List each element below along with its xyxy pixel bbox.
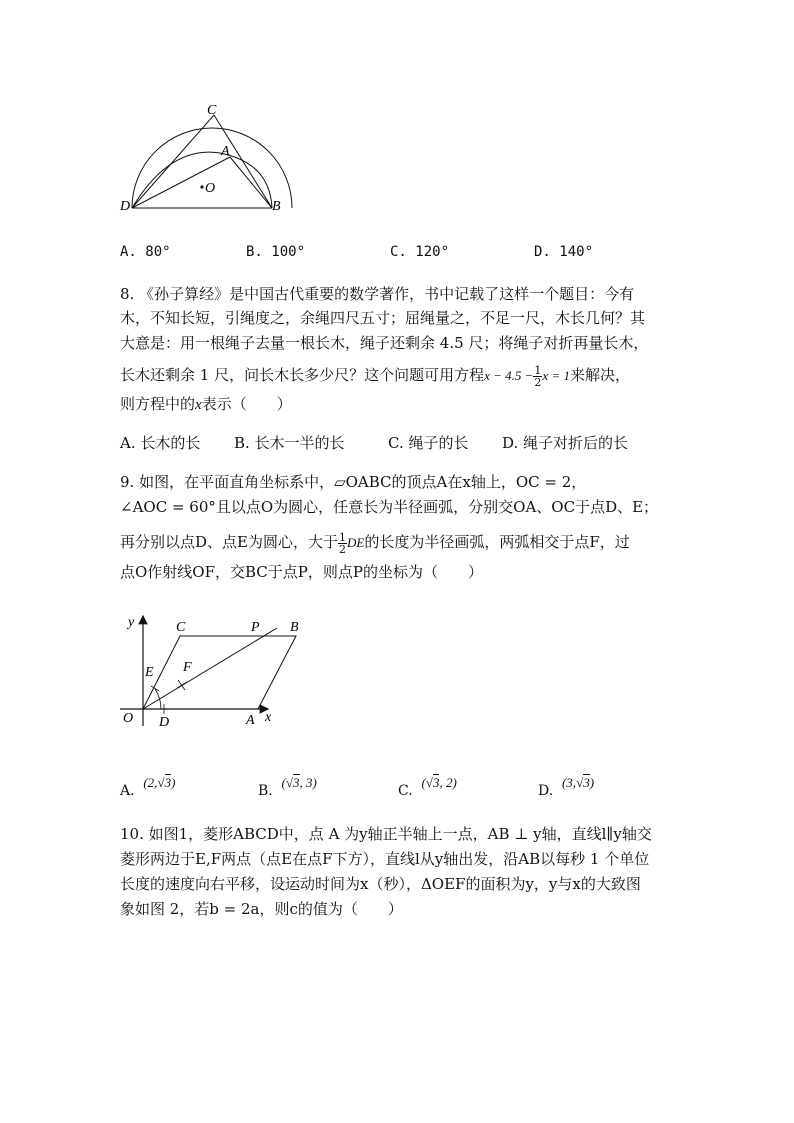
q9-option-d-post: ) — [589, 775, 595, 790]
q9-figure — [110, 608, 310, 733]
q9-line-3-post: 的长度为半径画弧，两弧相交于点F，过 — [364, 533, 630, 551]
q9-frac-den: 2 — [338, 542, 346, 556]
q9-option-a-rad: 3 — [164, 775, 172, 790]
q7-option-c: C. 120° — [390, 244, 450, 260]
q8-option-d: D. 绳子对折后的长 — [502, 434, 629, 452]
q8-frac-den: 2 — [534, 375, 542, 389]
q9-option-c-rad: 3 — [432, 775, 440, 790]
q8-line-4 — [120, 363, 630, 388]
q9-option-b — [258, 775, 317, 803]
label-c: C — [176, 620, 186, 635]
label-c: C — [207, 103, 217, 118]
q10-line-3: 长度的速度向右平移，设运动时间为x（秒），ΔOEF的面积为y，y与x的大致图 — [120, 875, 641, 893]
label-y: y — [128, 615, 135, 630]
q9-line-4: 点O作射线OF，交BC于点P，则点P的坐标为（ ） — [120, 563, 483, 581]
q8-line-1: 8. 《孙子算经》是中国古代重要的数学著作，书中记载了这样一个题目：今有 — [120, 285, 635, 303]
q9-option-b-value: (√3, 3) — [281, 775, 317, 790]
q9-line-2: ∠AOC = 60°且以点O为圆心，任意长为半径画弧，分别交OA、OC于点D、E； — [120, 498, 659, 516]
q8-equation-left: x − 4.5 − — [484, 368, 534, 383]
q10-line-1: 10. 如图1，菱形ABCD中，点 A 为y轴正半轴上一点，AB ⊥ y轴，直线l∥y轴交 — [120, 825, 652, 843]
label-o: O — [123, 711, 134, 726]
q9-option-a-pre: (2, — [143, 775, 158, 790]
q8-option-b: B. 长木一半的长 — [234, 434, 345, 452]
q7-option-d: D. 140° — [534, 244, 594, 260]
seg-da — [132, 157, 230, 208]
label-a: A — [221, 144, 230, 159]
q9-option-d-value: (3,√3) — [561, 775, 595, 790]
q10-line-2: 菱形两边于E,F两点（点E在点F下方），直线l从y轴出发，沿AB以每秒 1 个单位 — [120, 850, 650, 868]
q8-line-3: 大意是：用一根绳子去量一根长木，绳子还剩余 4.5 尺；将绳子对折再量长木， — [120, 334, 649, 352]
q8-equation-right: x = 1 — [542, 368, 570, 383]
label-a: A — [246, 713, 255, 728]
q8-line-4-post: 来解决， — [569, 366, 630, 384]
center-dot — [200, 185, 203, 188]
seg-cb — [214, 115, 272, 208]
q9-line-3-pre: 再分别以点D、点E为圆心，大于 — [120, 533, 338, 551]
q9-option-c-letter: C. — [398, 783, 413, 799]
q7-option-b: B. 100° — [246, 244, 306, 260]
label-x: x — [265, 710, 272, 725]
q8-frac-num: 1 — [534, 363, 542, 377]
parallelogram-oabc — [143, 636, 296, 709]
q9-frac-var: DE — [346, 535, 365, 550]
q9-option-c — [398, 775, 457, 803]
q10-line-4: 象如图 2，若b = 2a，则c的值为（ ） — [120, 900, 403, 918]
q9-option-c-pre: ( — [421, 775, 426, 790]
q7-figure — [110, 95, 310, 220]
q9-option-b-rad: 3 — [293, 775, 300, 790]
q9-frac-num: 1 — [338, 530, 346, 544]
q9-option-c-post: , 2) — [439, 775, 457, 790]
arc-f-2 — [177, 682, 187, 688]
q9-option-c-value: (√3, 2) — [421, 775, 457, 790]
q8-option-a: A. 长木的长 — [120, 434, 201, 452]
q9-option-d-pre: (3, — [561, 775, 577, 790]
q9-option-a-letter: A. — [120, 783, 135, 799]
q9-line-3 — [120, 530, 630, 555]
q9-fraction — [338, 532, 347, 555]
q8-line-5-post: 表示（ ） — [201, 395, 292, 413]
label-o: O — [205, 181, 216, 196]
seg-dc — [132, 115, 214, 208]
q9-option-a-value: (2,√3) — [143, 775, 176, 790]
q8-line-4-pre: 长木还剩余 1 尺，问长木长多少尺？这个问题可用方程 — [120, 366, 485, 384]
small-arc — [132, 152, 272, 208]
label-e: E — [145, 665, 154, 680]
q9-option-a — [120, 775, 176, 803]
q8-line-5 — [120, 392, 292, 417]
q9-option-d — [538, 775, 595, 803]
q9-option-a-post: ) — [171, 775, 176, 790]
q9-option-b-letter: B. — [258, 783, 273, 799]
q9-option-b-post: , 3) — [299, 775, 317, 790]
label-f: F — [183, 660, 192, 675]
q9-line-1: 9. 如图，在平面直角坐标系中，▱OABC的顶点A在x轴上，OC = 2， — [120, 473, 587, 491]
q7-option-a: A. 80° — [120, 244, 171, 260]
label-b: B — [290, 620, 299, 635]
label-d: D — [159, 715, 170, 730]
q9-option-b-pre: ( — [281, 775, 286, 790]
q8-var-x: x — [195, 397, 202, 413]
q9-option-d-rad: 3 — [583, 775, 590, 790]
q8-line-5-pre: 则方程中的 — [120, 395, 196, 413]
label-b: B — [272, 199, 281, 214]
label-d: D — [120, 199, 131, 214]
label-p: P — [251, 620, 260, 635]
q8-line-2: 木，不知长短，引绳度之，余绳四尺五寸；屈绳量之，不足一尺，木长几何？其 — [120, 309, 646, 327]
q9-option-d-letter: D. — [538, 783, 554, 799]
q8-option-c: C. 绳子的长 — [388, 434, 469, 452]
